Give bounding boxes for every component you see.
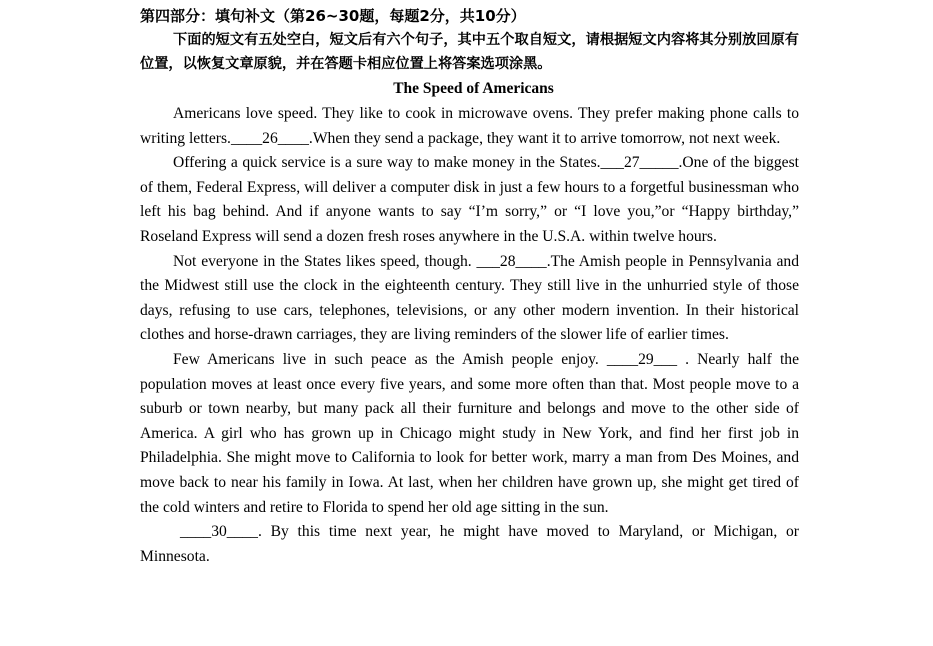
paragraph-text: Offering a quick service is a sure way to make money in the States. [173, 154, 601, 172]
section-title: 第四部分：填句补文（第26~30题，每题2分，共10分） [140, 7, 526, 25]
paragraph-5 [140, 520, 799, 569]
paragraph-text: .The Amish people in Pennsylvania and the Midwest still use the clock in the eighteenth century. They still live in the unhurried style of those days, refusing to use cars, telephones, televisions, or any other modern invention. In their historical clothes and horse-drawn carriages, they are living reminders of the slower life of earlier times. [140, 252, 799, 344]
blank-27: ___27_____ [600, 154, 679, 172]
passage-title: The Speed of Americans [393, 80, 554, 97]
blank-29: ____29___ [606, 350, 678, 368]
paragraph-3 [140, 250, 799, 348]
paragraph-text: Americans love speed. They like to cook in microwave ovens. They prefer making phone calls to writing letters. [140, 105, 799, 147]
paragraph-text: .When they send a package, they want it to arrive tomorrow, not next week. [308, 129, 781, 147]
paragraph-text: Not everyone in the States likes speed, though. [173, 252, 477, 270]
paragraph-text: Few Americans live in such peace as the Amish people enjoy. [173, 350, 607, 368]
blank-28: ___28____ [476, 252, 547, 270]
paragraph-text: . By this time next year, he might have moved to Maryland, or Michigan, or Minnesota. [140, 523, 799, 565]
paragraph-1 [140, 102, 799, 151]
blank-30: ____30____ [180, 523, 258, 541]
blank-26: ____26____ [230, 129, 309, 147]
section-instructions: 下面的短文有五处空白，短文后有六个句子，其中五个取自短文，请根据短文内容将其分别放回原有位置，以恢复文章原貌，并在答题卡相应位置上将答案选项涂黑。 [140, 32, 799, 72]
paragraph-text: . Nearly half the population moves at least once every five years, and some more often than that. Most people move to a suburb or town nearby, but many pack all their furniture and belongs and move to the other side of America. A girl who has grown up in Chicago might study in New York, and find her first job in Philadelphia. She might move to California to look for better work, marry a man from Des Moines, and move back to near his family in Iowa. At last, when her children have grown up, she might get tired of the cold winters and retire to Florida to spend her old age sitting in the sun. [140, 350, 799, 516]
paragraph-4 [140, 348, 799, 520]
paragraph-2 [140, 151, 799, 249]
paragraph-text: .One of the biggest of them, Federal Express, will deliver a computer disk in just a few hours to a forgetful businessman who left his bag behind. And if anyone wants to say “I’m sorry,” or “I love you,”or “Happy birthday,” Roseland Express will send a dozen fresh roses anywhere in the U.S.A. within twelve hours. [140, 154, 799, 245]
exam-page [140, 4, 799, 569]
